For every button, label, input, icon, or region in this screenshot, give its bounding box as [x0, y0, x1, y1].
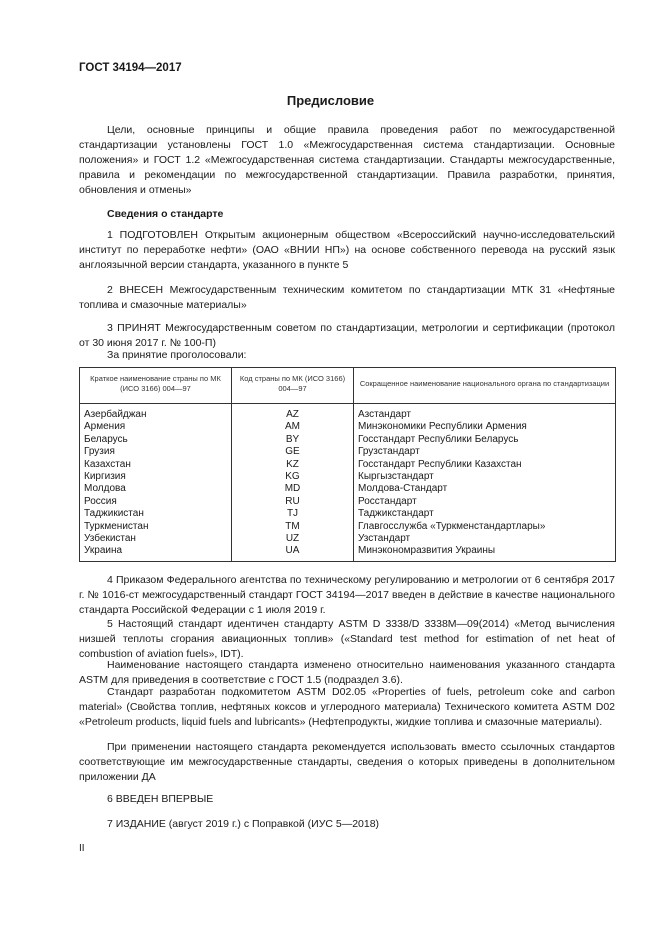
item-5-paragraph: 5 Настоящий стандарт идентичен стандарту ASTM D 3338/D 3338M—09(2014) «Метод вычисления низшей теплоты сгорания авиационных топлив» («Standard test method for estimation of net heat of combustion of aviation fuels», IDT). — [79, 618, 615, 660]
country-cell: Узбекистан — [80, 533, 232, 545]
code-cell: UZ — [232, 533, 354, 545]
section-subtitle: Сведения о стандарте — [107, 208, 224, 220]
table-header-body: Сокращенное наименование национального органа по стандартизации — [354, 368, 616, 404]
code-cell: KG — [232, 471, 354, 483]
code-cell: MD — [232, 483, 354, 495]
voted-label: За принятие проголосовали: — [107, 349, 247, 361]
body-cell: Грузстандарт — [354, 446, 616, 458]
table-row — [80, 421, 616, 433]
item-4-paragraph: 4 Приказом Федерального агентства по техническому регулированию и метрологии от 6 сентября 2017 г. № 1016-ст межгосударственный стандарт ГОСТ 34194—2017 введен в действие в качестве национального стандарта Российской Федерации с 1 июля 2019 г. — [79, 574, 615, 616]
item-2-paragraph: 2 ВНЕСЕН Межгосударственным техническим комитетом по стандартизации МТК 31 «Нефтяные топлива и смазочные материалы» — [79, 284, 615, 311]
table-row — [80, 496, 616, 508]
body-cell: Кыргызстандарт — [354, 471, 616, 483]
table-row — [80, 508, 616, 520]
table-row — [80, 483, 616, 495]
body-cell: Молдова-Стандарт — [354, 483, 616, 495]
code-cell: TM — [232, 521, 354, 533]
table-row — [80, 446, 616, 458]
country-cell: Россия — [80, 496, 232, 508]
page-number: II — [79, 843, 85, 854]
table-row — [80, 545, 616, 561]
country-cell: Украина — [80, 545, 232, 561]
code-cell: TJ — [232, 508, 354, 520]
country-cell: Казахстан — [80, 459, 232, 471]
item-1-paragraph: 1 ПОДГОТОВЛЕН Открытым акционерным обществом «Всероссийский научно-исследовательский институт по переработке нефти» (ОАО «ВНИИ НП») на основе собственного перевода на русский язык англоязычной версии стандарта, указанного в пункте 5 — [79, 229, 615, 271]
code-cell: AZ — [232, 404, 354, 422]
document-header: ГОСТ 34194—2017 — [79, 62, 182, 74]
country-cell: Молдова — [80, 483, 232, 495]
body-cell: Узстандарт — [354, 533, 616, 545]
item-5-developer-paragraph: Стандарт разработан подкомитетом ASTM D02.05 «Properties of fuels, petroleum coke and carbon material» (Свойства топлив, нефтяных коксов и углеродного материала) Технического комитета ASTM D02 «Petroleum products, liquid fuels and lubricants» (Нефтепродукты, жидкие топлива и смазочные материалы). — [79, 686, 615, 728]
code-cell: AM — [232, 421, 354, 433]
body-cell: Минэкономики Республики Армения — [354, 421, 616, 433]
table-row — [80, 533, 616, 545]
country-cell: Грузия — [80, 446, 232, 458]
code-cell: GE — [232, 446, 354, 458]
body-cell: Росстандарт — [354, 496, 616, 508]
body-cell: Минэкономразвития Украины — [354, 545, 616, 561]
body-cell: Главгосслужба «Туркменстандартлары» — [354, 521, 616, 533]
body-cell: Таджикстандарт — [354, 508, 616, 520]
intro-paragraph: Цели, основные принципы и общие правила проведения работ по межгосударственной стандартизации установлены ГОСТ 1.0 «Межгосударственная система стандартизации. Основные положения» и ГОСТ 1.2 «Межгосударственная система стандартизации. Стандарты межгосударственные, правила и рекомендации по межгосударственной стандартизации. Правила разработки, принятия, обновления и отмены» — [79, 124, 615, 196]
table-row — [80, 471, 616, 483]
table-row — [80, 459, 616, 471]
code-cell: RU — [232, 496, 354, 508]
country-cell: Туркменистан — [80, 521, 232, 533]
countries-table — [79, 367, 616, 562]
table-row — [80, 521, 616, 533]
table-row — [80, 404, 616, 422]
table-header-code: Код страны по МК (ИСО 3166) 004—97 — [232, 368, 354, 404]
code-cell: KZ — [232, 459, 354, 471]
code-cell: BY — [232, 434, 354, 446]
item-6-paragraph: 6 ВВЕДЕН ВПЕРВЫЕ — [107, 793, 214, 805]
country-cell: Армения — [80, 421, 232, 433]
item-3-paragraph: 3 ПРИНЯТ Межгосударственным советом по стандартизации, метрологии и сертификации (протокол от 30 июня 2017 г. № 100-П) — [79, 322, 615, 349]
page-title: Предисловие — [286, 93, 375, 108]
code-cell: UA — [232, 545, 354, 561]
body-cell: Азстандарт — [354, 404, 616, 422]
table-header-row — [80, 368, 616, 404]
item-5-references-paragraph: При применении настоящего стандарта рекомендуется использовать вместо ссылочных стандартов соответствующие им межгосударственные стандарты, сведения о которых приведены в дополнительном приложении ДА — [79, 741, 615, 783]
country-cell: Азербайджан — [80, 404, 232, 422]
table-body — [80, 404, 616, 562]
country-cell: Беларусь — [80, 434, 232, 446]
body-cell: Госстандарт Республики Беларусь — [354, 434, 616, 446]
body-cell: Госстандарт Республики Казахстан — [354, 459, 616, 471]
item-5-rename-paragraph: Наименование настоящего стандарта изменено относительно наименования указанного стандарта ASTM для приведения в соответствие с ГОСТ 1.5 (подраздел 3.6). — [79, 659, 615, 686]
table-row — [80, 434, 616, 446]
country-cell: Таджикистан — [80, 508, 232, 520]
country-cell: Киргизия — [80, 471, 232, 483]
item-7-paragraph: 7 ИЗДАНИЕ (август 2019 г.) с Поправкой (ИУС 5—2018) — [107, 818, 380, 830]
table-header-country: Краткое наименование страны по МК (ИСО 3166) 004—97 — [80, 368, 232, 404]
